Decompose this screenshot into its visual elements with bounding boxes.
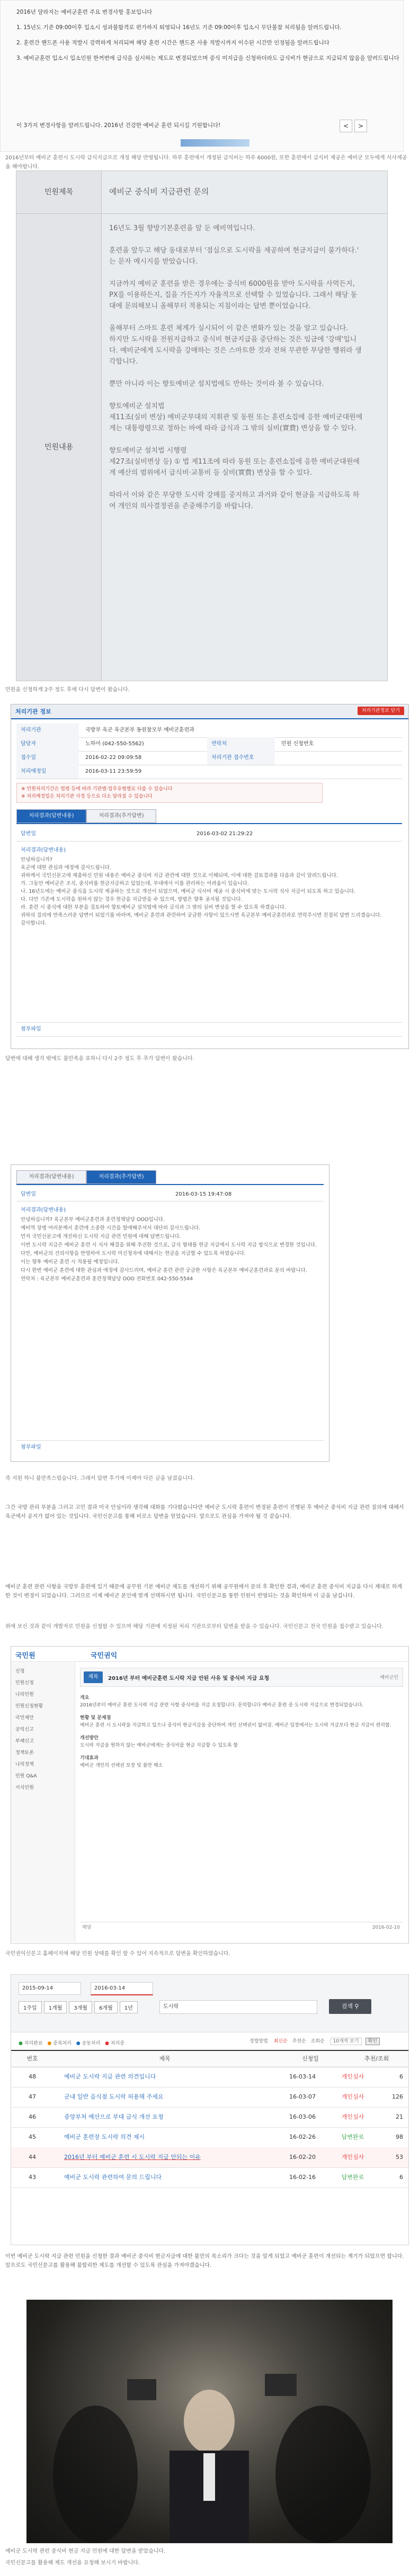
tab-underline — [16, 1184, 324, 1185]
post-header — [80, 1668, 403, 1687]
slide-image-strip — [181, 139, 249, 147]
answer-date-row: 답변일 2016-03-15 19:47:08 — [16, 1188, 324, 1201]
period-button[interactable]: 1개월 — [44, 2001, 67, 2013]
period-buttons — [19, 2001, 140, 2013]
legend-dot-icon: ● — [19, 2041, 23, 2046]
caption: 위에 보신 것과 같이 개발자로 민원을 신청할 수 있으며 해당 기관에 지정된 처리 기관으로부터 답변을 받을 수 있습니다. 국민신문고 전국 민원을 접수받고 있습니다. — [5, 1624, 384, 1630]
side-menu-item[interactable]: 공익신고 — [15, 1727, 34, 1732]
post-author: 예비군민 — [380, 1675, 398, 1680]
side-menu-item[interactable]: 서식민원 — [15, 1785, 34, 1791]
answer-content: 안녕하십니까? 육군본부 예비군훈련과 훈련정책담당 OOO입니다. 예비역 장병 여러분께서 훈련에 소중한 시간을 할애해주셔서 대단히 감사드립니다. 먼저 국민신문고에 개진하신 도시락 지급 관련 민원에 대해 답변드립니다. 이번 도시락 지급은 예비군 훈련 시 식사 해결을 위해 추진한 것으로, 급식 형태를 현금 지급에서 도시락 지급 방식으로 변경한 것입니다. 다만, 예비군의 건의사항을 반영하여 도시락 미신청자에 대해서는 현금을 지급할 수 있도록 하였습니다. 이는 향후 예비군 훈련 시 적용될 예정입니다. 다시 한번 예비군 훈련에 대한 관심과 애정에 감사드리며, 예비군 훈련 관련 궁금한 사항은 육군본부 예비군훈련과로 문의 바랍니다. 연락처 : 육군본부 예비군훈련과 훈련정책담당 OOO 전화번호 042-550-5544 — [21, 1217, 317, 1282]
answer-date-row: 답변일 2016-03-02 21:29:22 — [16, 827, 402, 842]
window-title: 처리기관 정보 — [15, 708, 51, 715]
close-button[interactable]: 처리기관정보 닫기 — [358, 707, 404, 715]
notice-item: 3. 예비군훈련 입소시 입소인원 한꺼번에 급식을 실시하는 제도로 변경되었으며 중식 미지급을 신청하더라도 급식비가 현금으로 지급되지 않음을 알려드립니다 — [16, 55, 399, 61]
side-menu-item[interactable]: 부패신고 — [15, 1739, 34, 1744]
sort-option[interactable]: 최신순 — [273, 2039, 288, 2044]
body-label: 민원내용 — [16, 214, 102, 681]
table-header: 번호 제목 신청일 추천/조회 — [11, 2050, 408, 2067]
caption: 국민신문고를 활용해 제도 개선을 요청해 보시기 바랍니다. — [5, 2560, 140, 2566]
section-text: 2016년부터 예비군 훈련 도시락 지급 관련 사항 중식비를 지급 요청합니다. 문의합니다 예비군 훈련 중 도시락 지급으로 변경되었습니다. — [80, 1703, 364, 1708]
table-row[interactable]: 43 예비군 도시락 관련하여 문의 드립니다 16-02-16 답변완료 6 — [11, 2167, 408, 2188]
tab-additional-answer[interactable]: 처리결과(추가답변) — [86, 809, 156, 823]
side-menu-item[interactable]: 민원신청 — [15, 1680, 34, 1686]
side-menu-item[interactable]: 신청 — [15, 1669, 25, 1674]
photo-silhouettes — [26, 2300, 393, 2543]
tab-answer[interactable]: 처리결과(답변내용) — [16, 1170, 86, 1184]
post-footer: 해당 2016-02-10 — [80, 1922, 402, 1933]
caption: 예비군 도시락 관련 중식비 현금 지급 민원에 대한 답변을 받았습니다. — [5, 2548, 166, 2554]
period-button[interactable]: 6개월 — [94, 2001, 118, 2013]
attachment-row: 첨부파일 — [16, 1440, 324, 1454]
info-row: 담당자 노하어 (042-550-5562) 연락처 민원 신청번호 — [16, 737, 402, 752]
period-button[interactable]: 3개월 — [69, 2001, 92, 2013]
side-menu — [11, 1662, 75, 1942]
section-text: 예비군 개인의 선택권 보장 및 불만 해소 — [80, 1763, 163, 1768]
notice-item: 2016년 달라지는 예비군훈련 주요 변경사항 홍보입니다 — [16, 9, 153, 15]
legend-dot-icon: ● — [105, 2041, 110, 2046]
caption: 국민권익신문고 홈페이지에 해당 민원 상태를 확인 할 수 있어 지속적으로 답변을 확인하였습니다. — [5, 1951, 230, 1957]
logo-left: 국민원 — [15, 1652, 35, 1660]
table-row[interactable]: 45 예비군 훈련장 도시락 의견 제시 16-02-26 답변완료 98 — [11, 2127, 408, 2148]
section-label: 개선방안 — [80, 1736, 99, 1741]
petition-window — [11, 704, 409, 1049]
date-to-input[interactable]: 2016-03-14 — [91, 1982, 153, 1995]
caption: 즉 지원 하니 불만족스럽습니다. 그래서 답변 후기에 이제야 다른 글을 남겼습니다. — [5, 1476, 194, 1481]
side-menu-item[interactable]: 국민제안 — [15, 1715, 34, 1721]
window-titlebar — [11, 704, 408, 719]
tab-underline — [16, 823, 402, 824]
info-row: 처리예정일 2016-03-11 23:59:59 — [16, 765, 402, 779]
side-menu-item[interactable]: 민원 Q&A — [15, 1774, 37, 1779]
section-label: 기대효과 — [80, 1756, 99, 1761]
caption: 2016년부터 예비군 훈련시 도시락 급식지급으로 개정 해당 반영됩니다. 하루 훈련에서 개정된 급식비는 하루 6000원, 또한 훈련에서 급식비 제공은 예비군 모두에게 식사제공을 해야합니다. — [5, 155, 407, 170]
post-badge: 제목 — [84, 1671, 103, 1683]
body-paragraph: 예비군 훈련 관련 사항을 국방부 훈련에 있기 때문에 공무원 기본 예비군 제도를 개선하기 위해 공무원에서 문의 후 확인한 결과, 예비군 훈련 중식비 지급을 다시 제대로 하게 한 것이 변경이 되었습니다. 그러므로 이제 예비군 본인에 맞게 선택하시면 됩니다. 국민신문고를 통한 민원이 반영되는 것을 확인하며 이 글을 남깁니다. — [5, 1584, 403, 1599]
next-button[interactable]: > — [354, 120, 367, 132]
sort-option[interactable]: 조회순 — [310, 2039, 325, 2044]
search-button[interactable]: 검색 ⚲ — [329, 1999, 371, 2014]
title-value: 예비군 중식비 지급관련 문의 — [109, 187, 209, 196]
title-label: 민원제목 — [16, 171, 102, 213]
post-title: 2016년 부터 예비군훈련 도시락 지급 안된 사유 및 중식비 지급 요청 — [108, 1676, 270, 1682]
body-paragraph: 이번 예비군 도시락 지급 관련 민원을 신청한 결과 예비군 중식비 현금지급에 대한 불만의 목소리가 크다는 것을 알게 되었고 예비군 훈련이 개선되는 계기가 되었으면 합니다. 앞으로도 국민신문고를 활용해 불합리한 제도를 개선할 수 있도록 관심을 가져야겠습니다. — [5, 2254, 404, 2268]
section-label: 개요 — [80, 1695, 90, 1701]
additional-answer-panel — [11, 1164, 329, 1462]
notice-box: ※ 민원처리기간은 법령 등에 따라 기관별·업무유형별로 다를 수 있습니다 ※ 처리예정일은 처리기관 사정 등으로 다소 달라질 수 있습니다 — [16, 783, 323, 803]
confirm-button[interactable]: 확인 — [365, 2038, 380, 2045]
prev-button[interactable]: < — [340, 120, 352, 132]
notice-slide — [0, 0, 404, 152]
table-row[interactable]: 47 군내 일반 음식점 도시락 허용해 주세요 16-03-07 개인심사 126 — [11, 2087, 408, 2108]
press-photo — [26, 2300, 393, 2543]
tab-answer[interactable]: 처리결과(답변내용) — [16, 809, 86, 823]
page-size-select[interactable]: 10개씩 보기 — [331, 2038, 362, 2045]
side-menu-item[interactable]: 정책토론 — [15, 1750, 34, 1756]
search-input[interactable]: 도시락 — [159, 2000, 317, 2014]
period-button[interactable]: 1년 — [120, 2001, 138, 2013]
answer-content-label: 처리결과(답변내용) — [21, 847, 66, 853]
side-menu-item[interactable]: 나의민원 — [15, 1692, 34, 1697]
header — [11, 1647, 407, 1662]
sort-controls: 정렬방법 최신순 추천순 조회순 10개씩 보기 확인 — [249, 2037, 380, 2044]
body-paragraph: 그간 국방 관리 부분을 그러고 고민 결과 미국 안심이라 생각해 대화를 기다렸습니다만 예비군 도시락 훈련이 변경된 훈련이 진행된 후 예비군 중식비 지급 관련 질의에 대해서 육군에서 공지가 없어 있는 것입니다. 국민신문고를 통해 비로소 답변을 얻었습니다. 앞으로도 관심을 가져야 될 것 같습니다. — [5, 1505, 404, 1520]
search-list — [11, 1974, 409, 2245]
search-icon: ⚲ — [354, 2003, 359, 2010]
side-menu-item[interactable]: 민원신청현황 — [15, 1704, 43, 1709]
table-row[interactable]: 46 중앙부처 예산으로 부대 급식 개선 요청 16-03-06 개인심사 21 — [11, 2107, 408, 2128]
section-label: 현황 및 문제점 — [80, 1715, 111, 1721]
tab-additional-answer[interactable]: 처리결과(추가답변) — [86, 1170, 156, 1184]
notice-footer: 이 3가지 변경사항을 알려드립니다. 2016년 건강한 예비군 훈련 되시길 기원합니다! — [16, 122, 221, 129]
table-row[interactable]: 48 예비군 도시락 지급 관련 의견입니다 16-03-14 개인심사 6 — [11, 2067, 408, 2087]
date-from-input[interactable]: 2015-09-14 — [19, 1982, 81, 1995]
sort-option[interactable]: 추천순 — [292, 2039, 306, 2044]
logo-right: 국민권익 — [91, 1652, 118, 1660]
answer-content-label: 처리결과(답변내용) — [21, 1207, 66, 1213]
section-text: 도시락 지급을 원하지 않는 예비군에게는 중식비를 현금 지급할 수 있도록 함 — [80, 1743, 238, 1748]
post-sections — [80, 1694, 402, 1853]
info-row: 접수일 2016-02-22 09:09:58 처리기관 접수번호 — [16, 751, 402, 765]
caption: 민원을 신청하게 2주 정도 후에 다시 답변이 왔습니다. — [5, 687, 130, 693]
answer-content: 안녕하십니까? 육군에 대한 관심과 애정에 감사드립니다. 귀하께서 국민신문고에 제출하신 민원 내용은 예비군 중식비 지급 관련에 대한 것으로 이해되며, 이에 대한 검토결과를 다음과 같이 알려드립니다. 가. 그동안 예비군은 조식, 중식비를 현금지급하고 있었는데, 부대에서 이를 관리하는 어려움이 있습니다. 나. 16년도에는 예비군 중식을 도시락 제공하는 것으로 개선이 되었으며, 예비군 식사비 제공 시 중식비에 맞는 도시락 식사 지급이 되도록 하고 있습니다. 다. 다만 기존에 도시락을 원하지 않는 경우 현금을 지급받을 수 있으며, 방법은 향후 공지될 것입니다. 라. 훈련 시 중식에 대한 부분을 검토하여 향토예비군 설치법에 따라 급식과 그 밖의 실비 변상을 할 수 있도록 하겠습니다. 귀하의 질의에 만족스러운 답변이 되었기를 바라며, 예비군 훈련과 관련하여 궁금한 사항이 있으시면 육군본부 예비군훈련과로 연락주시면 친절히 답변 드리겠습니다. 감사합니다. — [21, 857, 382, 926]
search-box — [11, 1975, 408, 2032]
status-legend: ● 처리완료 ● 중복처리 ● 공동처리 ● 처리중 — [19, 2041, 124, 2046]
table-row-highlighted[interactable]: 44 2016년 부터 예비군 훈련 시 도시락 지급 안되는 이유 16-02-20 개인심사 53 — [11, 2147, 408, 2168]
legend-dot-icon: ● — [47, 2041, 52, 2046]
section-text: 예비군 훈련 시 도시락을 지급하고 있으나 중식비 현금지급을 중단하여 개인 선택권이 없어짐. 예비군 입장에서는 도시락 지급보다 현금 지급이 편리함. — [80, 1723, 391, 1728]
attachment-row: 첨부파일 — [16, 1022, 402, 1037]
notice-item: 2. 훈련간 핸드폰 사용 적발시 강력하게 처리되며 해당 훈련 시간은 핸드폰 사용 적발시까지 이수된 시간만 인정됨을 알려드립니다 — [16, 40, 329, 46]
caption: 답변에 대해 생각 밖에도 불만족을 표하니 다시 2주 정도 후 추가 답변이 왔습니다. — [5, 1056, 194, 1062]
period-button[interactable]: 1주일 — [19, 2001, 42, 2013]
body-content: 16년도 3월 향방기본훈련을 앞 둔 예비역입니다. 훈련을 앞두고 해당 동대로부터 '점심으로 도시락을 제공하며 현금지급이 불가하다.' 는 문자 메시지를 받았습니다. 지금까지 예비군 훈련을 받은 경우에는 중식비 6000원을 받아 도시락을 사먹든지, PX를 이용하든지, 집을 가든지가 자율적으로 선택할 수 있었습니다. 그래서 해당 동대에 문의해보니 올해부터 적용되는 지침이라는 답변 뿐이었습니다. 올해부터 스마트 훈련 체계가 실시되어 이 같은 변화가 있는 것을 알고 있습니다. 하지만 도시락을 전원지급하고 중식비 현금지급을 중단하는 것은 임금에 '강매'입니다. 예비군에게 도시락을 강매하는 것은 스마트한 것과 전혀 무관한 부당한 행위라 생각합니다. 뿐만 아니라 이는 향토예비군 설치법에도 반하는 것이라 볼 수 있습니다. 향토예비군 설치법 제11조(실비 변상) 예비군부대의 지휘관 및 동원 또는 훈련소집에 응한 예비군대원에게는 대통령령으로 정하는 바에 따라 급식과 그 밖의 실비(實費) 변상을 할 수 있다. 향토예비군 설치법 시행령 제27조(실비변상 등) ① 법 제11조에 따라 동원 또는 훈련소집에 응한 예비군대원에게 예산의 범위에서 급식비·교통비 등 실비(實費) 변상을 할 수 있다. 따라서 이와 같은 부당한 도시락 강매를 중지하고 과거와 같이 현금을 지급하도록 하여 개인의 의사결정권을 존중해주기를 바랍니다. — [109, 224, 363, 510]
side-menu-item[interactable]: 나의정책 — [15, 1762, 34, 1767]
epeople-page — [11, 1646, 409, 1944]
info-row: 처리기관 국방부 육군 육군본부 동원참모부 예비군훈련과 — [16, 724, 402, 738]
legend-dot-icon: ● — [76, 2041, 81, 2046]
notice-item: 1. 15년도 기준 09:00이후 입소시 성과불합격로 편가하지 퇴영되나 16년도 기준 09:00이후 입소시 무단불참 처리됨을 알려드립니다. — [16, 24, 342, 31]
minwon-table — [16, 170, 388, 681]
